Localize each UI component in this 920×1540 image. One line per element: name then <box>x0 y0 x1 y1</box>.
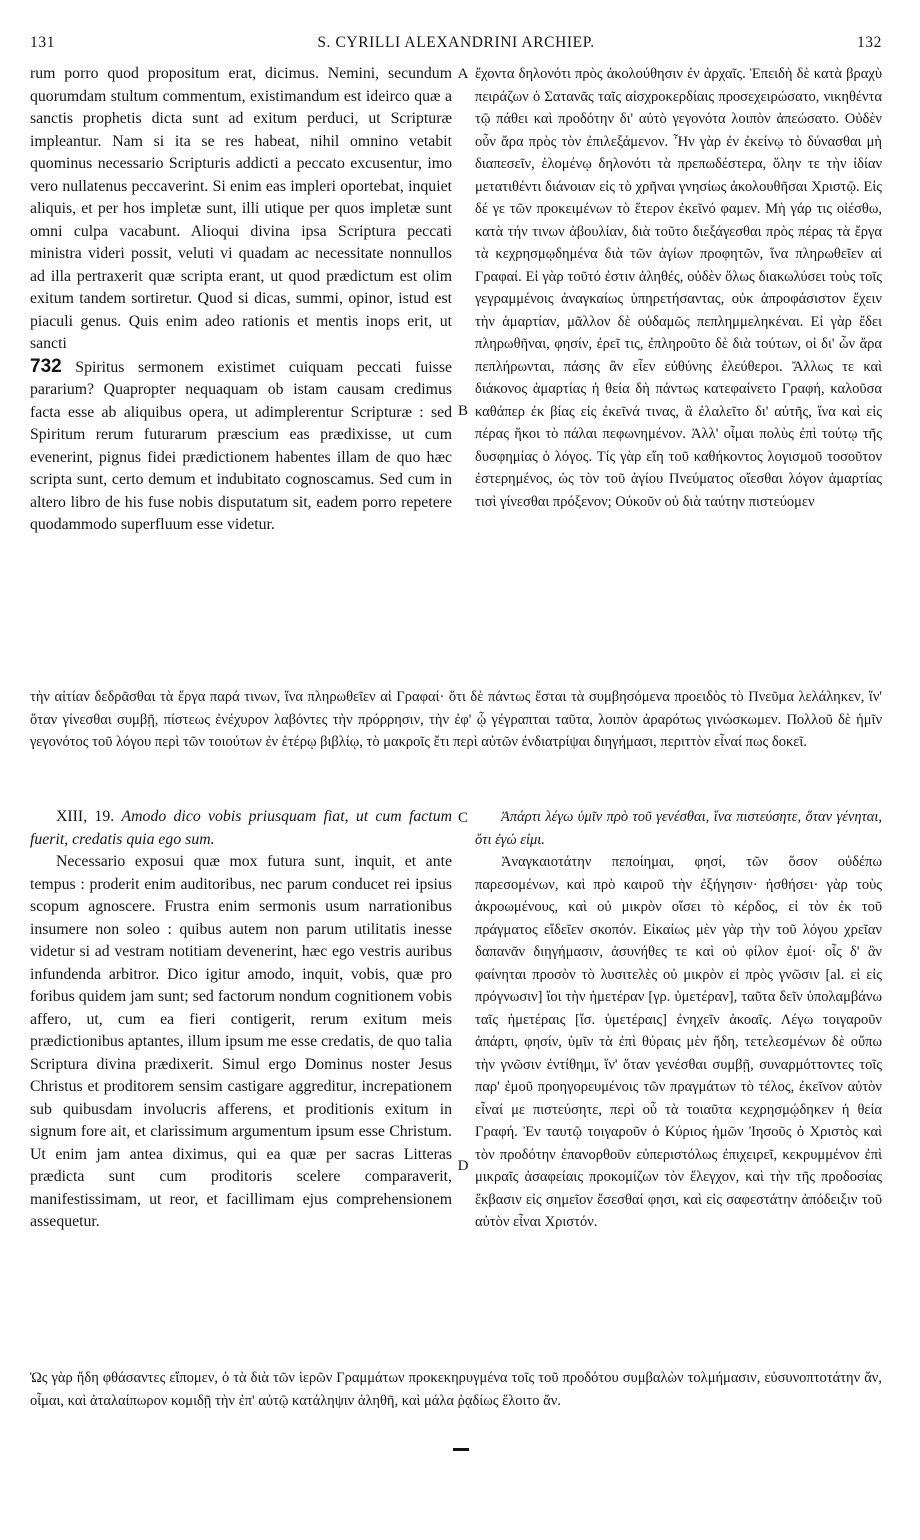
latin-column-1 <box>30 63 452 537</box>
greek-fullwidth-1 <box>30 686 882 754</box>
greek-column-1 <box>475 63 882 513</box>
greek-column-2 <box>475 806 882 1234</box>
page-number-right: 132 <box>856 34 882 51</box>
running-header <box>30 34 882 58</box>
greek-paragraph-1: ἔχοντα δηλονότι πρὸς ἀκολούθησιν ἐν ἀρχαῖς. Ἐπειδὴ δὲ κατὰ βραχὺ πειράζων ὁ Σατανᾶς ταῖς αἰσχροκερδίαις προσεχειρώσατο, νικηθέντα τῷ πάθει καὶ προδότην δι' αὐτὸ γεγονότα λοιπὸν ἀπεώσατο. Οὐδὲν οὖν ἄρα πρὸς τὸν ἐπιλεξάμενον. Ἦν γὰρ ἐν ἐκείνῳ τὸ δύνασθαι μὴ διαπεσεῖν, ἑλομένῳ δηλονότι τὰ πρεπωδέστερα, ὅλην τε τὴν ἰδίαν μετατιθέντι διάνοιαν εἰς τὸ χρῆναι γνησίως ἀκολουθῆσαι Χριστῷ. Εἰς δέ γε τῶν προκειμένων τὸ ἕτερον ἐκεῖνό φαμεν. Μὴ γάρ τις οἰέσθω, κατὰ τήν τινων ἀβουλίαν, διὰ τοῦτο διεξάγεσθαι πρὸς πέρας τὰ ἔργα τὰ κεχρησμῳδημένα διὰ τῶν ἁγίων προφητῶν, ἵνα πληρωθεῖεν αἱ Γραφαί. Εἰ γὰρ τοῦτό ἐστιν ἀληθές, οὐδὲν ὅλως διακωλύσει τοὺς τοῖς γεγραμμένοις ἀναγκαίως ὑπηρετήσαντας, οὐκ ἀπροφάσιστον ἔχειν τὴν ἁμαρτίαν, μᾶλλον δὲ οὐδαμῶς πεπλημμεληκέναι. Εἰ γὰρ ἔδει πληρωθῆναι, φησίν, ἐρεῖ τις, ἐπληροῦτο δὲ διὰ τούτων, οἱ δι' ὧν ἄρα πεπλήρωνται, πάσης ἂν εἶεν εὐθύνης ἐλεύθεροι. Ἄλλως τε καὶ διάκονος ἁμαρτίας ἡ θεία δὴ πάντως κατεφαίνετο Γραφή, καλοῦσα καθάπερ ἐκ βίας εἰς ἐκεῖνά τινας, ἃ ἐλαλεῖτο δι' αὐτῆς, ἵνα καὶ εἰς πέρας ἥκοι τὸ πάλαι πεφωνημένον. Ἀλλ' οἶμαι πολὺς ἐπὶ τούτῳ τῆς δυσφημίας ὁ λόγος. Τίς γὰρ εἴη τοῦ καθήκοντος λογισμοῦ τοσοῦτον ἐστερημένος, ὡς τὸν τοῦ ἁγίου Πνεύματος οἴεσθαι λόγον ἁμαρτίας τισὶ γίνεσθαι πρόξενον; Οὐκοῦν οὐ διὰ ταύτην πιστεύομεν <box>475 66 882 510</box>
running-title: S. CYRILLI ALEXANDRINI ARCHIEP. <box>317 34 595 51</box>
latin-column-2 <box>30 806 452 1234</box>
verse-heading-latin <box>30 806 452 851</box>
margin-marker-a: A <box>457 66 469 82</box>
greek-fullwidth-paragraph-2: Ὡς γὰρ ἤδη φθάσαντες εἴπομεν, ὁ τὰ διὰ τῶν ἱερῶν Γραμμάτων προκεκηρυγμένα τοῖς τοῦ προδότου συμβαλὼν τολμήμασιν, εὐσυνοπτοτάτην ἄν, οἶμαι, καὶ ἀταλαίπωρον κομιδῇ τὴν ἐπ' αὐτῷ κατάληψιν ἀληθῆ, καὶ μάλα ῥᾳδίως ἕλοιτο ἄν. <box>30 1370 882 1409</box>
page-end-ornament <box>453 1448 469 1451</box>
greek-fullwidth-2 <box>30 1367 882 1412</box>
latin-paragraph-1-cont-text: Spiritus sermonem existimet cuiquam peccati fuisse pararium? Quapropter nequaquam ob istam causam credimus facta esse ab aliquibus opera, ut adimplerentur Scripturæ : sed Spiritum rerum futurarum præscium eas prædixisse, ut cum evenerint, pignus fidei prædictionem habentes illam de quo hæc scripta sunt, certo demum et indubitato cognoscamus. Sed cum in altero libro de his fuse nobis disputatum sit, eadem porro repetere quodammodo superfluum esse videtur. <box>30 358 452 533</box>
latin-paragraph-1-cont <box>30 356 452 537</box>
margin-marker-b: B <box>457 403 468 419</box>
latin-paragraph-1: rum porro quod propositum erat, dicimus. Nemini, secundum quorumdam stultum commentum, existimandum est ideirco quæ a sanctis prophetis dicta sunt ad exitum perduci, ut Scripturæ impleantur. Nam si ita se res habeat, nihil omnino vetabit quominus necessario Scripturis addicti a peccato excusentur, imo vero nullatenus peccaverint. Si enim eas impleri oportebat, inquiet aliquis, et per hos impletæ sunt, illi utique per quos impletæ sunt omni culpa vacabunt. Alioqui divina ipsa Scriptura peccati ministra videri possit, veluti vi quadam ac necessitate nonnullos ad illa pertraxerit quæ scripta erant, ut quod prædictum est olim exitum tandem sortiretur. Quod si dicas, summi, opinor, istud est piaculi genus. Quis enim adeo rationis et mentis inops erit, ut sancti <box>30 65 452 352</box>
latin-paragraph-2: Necessario exposui quæ mox futura sunt, inquit, et ante tempus : proderit enim auditoribus, nec parum conducet rei ipsius scopum agnoscere. Frustra enim sermonis usum narrationibus insumere non soleo : quibus autem non parum utilitatis inesse videtur si ad vestram notitiam devenerint, hæc ego vestris auribus infundenda arbitror. Dico igitur amodo, inquit, vobis, quæ pro foribus quidem jam sunt; sed factorum nondum cognitionem vobis affero, ut, cum ea fieri contigerit, rerum exitum meis prædictionibus aptantes, illum ipsum me esse credatis, de quo talia Scriptura divina prædixerit. Simul ergo Dominus noster Jesus Christus et proditorem sensim castigare aggreditur, increpationem sub quibusdam involucris afferens, et proditionis exitum in signum fore ait, et clarissimum argumentum ipsum esse Christum. Ut enim jam antea diximus, qui ea quæ per sacras Litteras prædicta sunt cum proditoris scelere comparaverit, manifestissimam, ut reor, et facillimam ejus comprehensionem assequetur. <box>30 853 452 1230</box>
greek-fullwidth-paragraph-1: τὴν αἰτίαν δεδρᾶσθαι τὰ ἔργα παρά τινων, ἵνα πληρωθεῖεν αἱ Γραφαί· ὅτι δὲ πάντως ἔσται τὰ συμβησόμενα προειδὸς τὸ Πνεῦμα λελάληκεν, ἵν' ὅταν γίνεσθαι συμβῇ, πίστεως ἐνέχυρον λαβόντες τὴν πρόρρησιν, τὴν ἐφ' ᾧ γέγραπται ταῦτα, λοιπὸν ἀραρότως γινώσκωμεν. Πολλοῦ δὲ ἡμῖν γεγονότος τοῦ λόγου περὶ τῶν τοιούτων ἐν ἑτέρῳ βιβλίῳ, τὸ μακροῖς ἔτι περὶ αὐτῶν ἐνδιατρίψαι διηγήμασι, περιττὸν εἶναί πως δοκεῖ. <box>30 689 882 750</box>
verse-greek: Ἀπάρτι λέγω ὑμῖν πρὸ τοῦ γενέσθαι, ἵνα πιστεύσητε, ὅταν γένηται, ὅτι ἐγώ εἰμι. <box>475 809 882 848</box>
margin-marker-d: D <box>457 1158 469 1174</box>
page-number-left: 131 <box>30 34 56 51</box>
greek-paragraph-2: Ἀναγκαιοτάτην πεποίημαι, φησί, τῶν ὅσον οὐδέπω παρεσομένων, καὶ πρὸ καιροῦ τὴν ἐξήγησιν· ἠσθήσει· γὰρ τοὺς ἀκροωμένους, καὶ οὐ μικρὸν οἴσει τὸ κέρδος, εἰ τὸν ἐκ τοῦ πράγματος εἴδεῖεν σκοπόν. Εἰκαίως μὲν γὰρ τὴν τοῦ λόγου χρεῖαν δαπανᾶν διηγήμασιν, ἀσυνήθες τε καὶ οὐ φίλον ἐμοί· οἷς δ' ἂν φαίνηται προσὸν τὸ λυσιτελὲς οὐ μικρὸν εἰ πρὸς γνῶσιν [al. εἰ εἰς πρόγνωσιν] ἴοι τὴν ἡμετέραν [γρ. ὑμετέραν], ταῦτα δεῖν ὑπολαμβάνω ταῖς ἡμετέραις [ἴσ. ὑμετέραις] ἐνηχεῖν ἀκοαῖς. Λέγω τοιγαροῦν ἀπάρτι, φησίν, ὑμῖν τὰ ἐπὶ θύραις μὲν ἤδη, τετελεσμένων δὲ οὔπω τὴν γνῶσιν ἐντίθημι, ἵν' ὅταν γενέσθαι συμβῇ, συναρμόττοντες τοῖς παρ' ἐμοῦ προηγορευμένοις τῶν πραγμάτων τὸ τέλος, ἐκεῖνον αὐτὸν εἶναί με πιστεύσητε, περὶ οὗ τὰ τοιαῦτα κεχρησμῴδηκεν ἡ θεία Γραφή. Ἐν ταυτῷ τοιγαροῦν ὁ Κύριος ἡμῶν Ἰησοῦς ὁ Χριστὸς καὶ τὸν προδότην ἐπανορθοῦν εὐπεριστόλως ἐπιχειρεῖ, κεκρυμμένον ἐπὶ μικραῖς ἀσαφείαις προκομίζων τὸν ἔλεγχον, καὶ τὴν τῆς προδοσίας ἔκβασιν εἰς σημεῖον ἔσεσθαί φησι, καὶ εἰς σαφεστάτην ἀπόδειξιν τοῦ αὐτὸν εἶναι Χριστόν. <box>475 854 882 1230</box>
verse-reference: XIII, 19. <box>56 808 115 825</box>
verse-latin: Amodo dico vobis priusquam fiat, ut cum factum fuerit, credatis quia ego sum. <box>30 808 453 848</box>
margin-marker-c: C <box>457 810 468 826</box>
column-number: 732 <box>30 355 62 377</box>
